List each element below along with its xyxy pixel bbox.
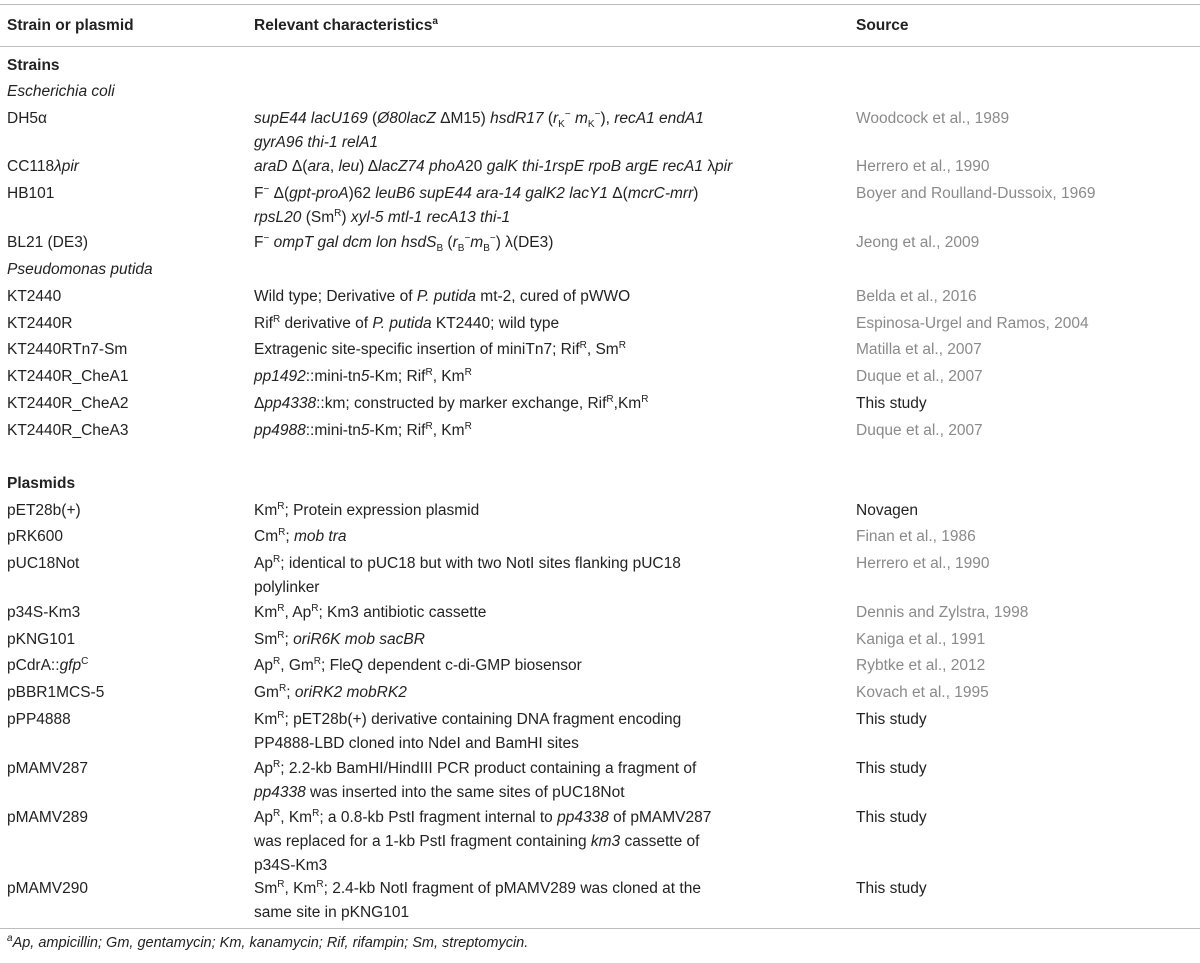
row-characteristics: $Km^R$; pET28b(+) derivative containing DNA fragment encoding PP4888-LBD cloned into NdeI and BamHI sites <box>254 709 682 752</box>
row-characteristics: $Gm^R$; oriRK2 mobRK2 <box>254 682 407 701</box>
row-source: Espinosa-Urgel and Ramos, 2004 <box>856 315 1089 332</box>
row-name: KT2440R_CheA1 <box>7 368 129 385</box>
row-source: Woodcock et al., 1989 <box>856 110 1010 127</box>
row-source: Herrero et al., 1990 <box>856 555 990 572</box>
row-characteristics: Wild type; Derivative of P. putida mt-2, cured of pWWO <box>254 288 631 305</box>
row-name: pPP4888 <box>7 711 71 728</box>
row-characteristics: $Ap^R$, $Km^R$; a 0.8-kb PstI fragment internal to pp4338 of pMAMV287 was replaced for a 1-kb PstI fragment containing km3 cassette of p34S-Km3 <box>254 807 712 874</box>
row-name: pKNG101 <box>7 631 76 648</box>
row-source: Belda et al., 2016 <box>856 288 977 305</box>
row-characteristics: $Ap^R$; 2.2-kb BamHI/HindIII PCR product containing a fragment of pp4338 was inserted into the same sites of pUC18Not <box>254 758 697 801</box>
row-characteristics: $Sm^R$, $Km^R$; 2.4-kb NotI fragment of pMAMV289 was cloned at the same site in pKNG101 <box>254 878 701 921</box>
row-source: Novagen <box>856 502 919 519</box>
row-source: This study <box>856 760 927 777</box>
row-characteristics: $Sm^R$; oriR6K mob sacBR <box>254 629 425 648</box>
row-name: pRK600 <box>7 528 64 545</box>
row-name: pET28b(+) <box>7 502 81 519</box>
row-source: Kovach et al., 1995 <box>856 684 989 701</box>
row-name: KT2440R <box>7 315 73 332</box>
row-name: HB101 <box>7 185 55 202</box>
row-name: KT2440R_CheA2 <box>7 395 129 412</box>
row-characteristics: Δpp4338::km; constructed by marker exchange, $Rif^R,Km^R$ <box>254 393 649 412</box>
row-name: DH5α <box>7 110 47 127</box>
header-relevant-characteristics: Relevant characteristics$^a$ <box>254 15 438 34</box>
row-name: pUC18Not <box>7 555 80 572</box>
row-characteristics: supE44 lacU169 (Ø80lacZ ΔM15) hsdR17 ($r_K^-$ $m_K^-$), recA1 endA1 gyrA96 thi-1 relA1 <box>254 108 704 151</box>
row-source: This study <box>856 809 927 826</box>
row-characteristics: $Ap^R$; identical to pUC18 but with two NotI sites flanking pUC18 polylinker <box>254 553 681 596</box>
row-source: This study <box>856 395 927 412</box>
header-rule <box>0 46 1200 47</box>
row-name: KT2440 <box>7 288 62 305</box>
row-source: Duque et al., 2007 <box>856 422 983 439</box>
row-characteristics: Extragenic site-specific insertion of miniTn7; Rif$^R$, $Sm^R$ <box>254 339 626 358</box>
row-source: Rybtke et al., 2012 <box>856 657 986 674</box>
row-source: Dennis and Zylstra, 1998 <box>856 604 1029 621</box>
row-characteristics: $Cm^R$; mob tra <box>254 526 347 545</box>
row-source: Duque et al., 2007 <box>856 368 983 385</box>
row-source: This study <box>856 880 927 897</box>
header-strain-or-plasmid: Strain or plasmid <box>7 17 134 34</box>
row-name: KT2440R_CheA3 <box>7 422 129 439</box>
header-source: Source <box>856 17 909 34</box>
row-source: Matilla et al., 2007 <box>856 341 982 358</box>
row-name: CC118λpir <box>7 158 79 175</box>
row-source: Kaniga et al., 1991 <box>856 631 986 648</box>
row-characteristics: $Ap^R$, $Gm^R$; FleQ dependent c-di-GMP biosensor <box>254 655 582 674</box>
row-characteristics: F− ompT gal dcm lon hsdS$_B$ $(r_B^-m_B^-)$ λ(DE3) <box>254 232 554 255</box>
row-name: pMAMV290 <box>7 880 88 897</box>
row-name: pCdrA::gfp$^C$ <box>7 655 89 674</box>
row-characteristics: Rif$^R$ derivative of P. putida KT2440; wild type <box>254 313 560 332</box>
row-name: pMAMV287 <box>7 760 88 777</box>
row-name: pBBR1MCS-5 <box>7 684 105 701</box>
row-characteristics: pp1492::mini-tn5-Km; Rif$^R$, $Km^R$ <box>254 366 472 385</box>
top-rule <box>0 4 1200 5</box>
row-source: Boyer and Roulland-Dussoix, 1969 <box>856 185 1096 202</box>
row-characteristics: pp4988::mini-tn5-Km; Rif$^R$, $Km^R$ <box>254 420 472 439</box>
row-characteristics: F− Δ(gpt-proA)62 leuB6 supE44 ara-14 galK2 lacY1 Δ(mcrC-mrr) rpsL20 $(Sm^R)$ xyl-5 mtl-1 recA13 thi-1 <box>254 183 699 226</box>
row-source: Herrero et al., 1990 <box>856 158 990 175</box>
row-name: KT2440RTn7-Sm <box>7 341 128 358</box>
row-source: Finan et al., 1986 <box>856 528 976 545</box>
row-characteristics: $Km^R$, $Ap^R$; Km3 antibiotic cassette <box>254 602 487 621</box>
row-characteristics: araD Δ(ara, leu) ΔlacZ74 phoA20 galK thi-1rspE rpoB argE recA1 λpir <box>254 158 733 175</box>
bottom-rule <box>0 928 1200 929</box>
row-name: pMAMV289 <box>7 809 88 826</box>
table-footnote: $^a$Ap, ampicillin; Gm, gentamycin; Km, kanamycin; Rif, rifampin; Sm, streptomycin. <box>7 933 529 951</box>
row-characteristics: $Km^R$; Protein expression plasmid <box>254 500 480 519</box>
row-source: This study <box>856 711 927 728</box>
row-source: Jeong et al., 2009 <box>856 234 980 251</box>
row-name: p34S-Km3 <box>7 604 81 621</box>
row-name: BL21 (DE3) <box>7 234 88 251</box>
